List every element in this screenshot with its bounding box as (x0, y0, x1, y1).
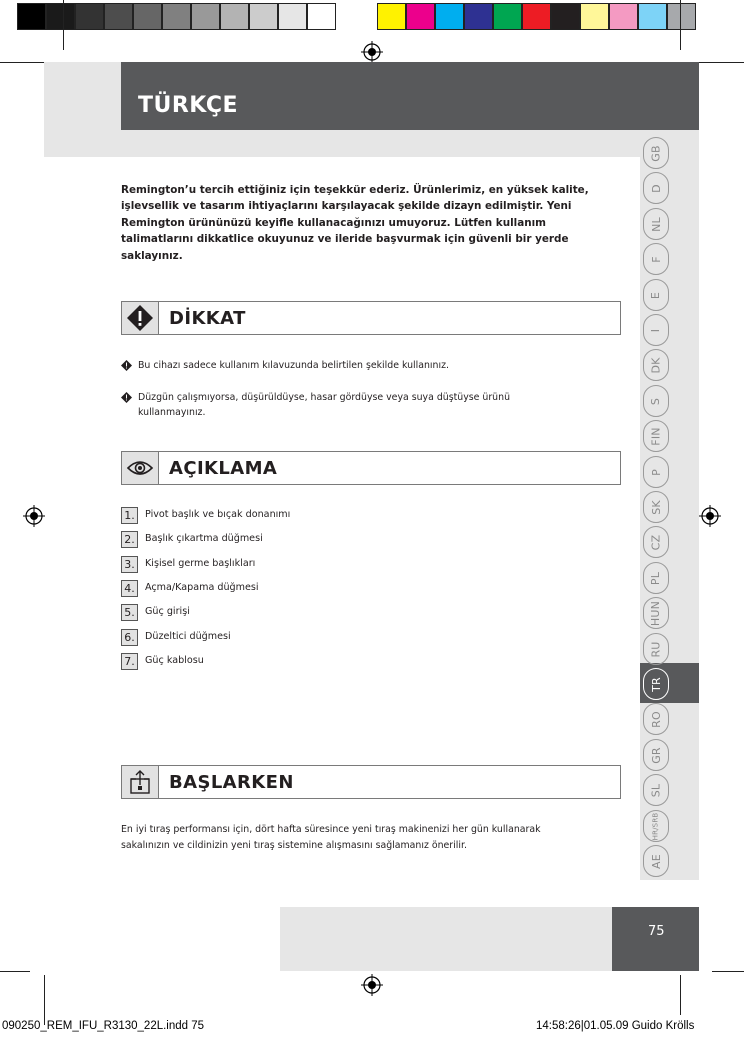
grey-swatch (17, 3, 46, 30)
part-number: 6. (121, 629, 138, 646)
language-tab-label: AE (649, 853, 663, 869)
crop-mark (712, 971, 744, 972)
box-icon (122, 766, 159, 798)
color-swatch (667, 3, 696, 30)
language-tab-sl[interactable] (643, 774, 669, 806)
part-number: 5. (121, 604, 138, 621)
eye-icon (122, 452, 159, 484)
language-tab-nl[interactable] (643, 208, 669, 240)
language-tab-s[interactable] (643, 385, 669, 417)
language-tab-d[interactable] (643, 172, 669, 204)
language-tab-label: F (649, 255, 663, 263)
caution-bullet-text: Düzgün çalışmıyorsa, düşürüldüyse, hasar gördüyse veya suya düştüyse ürünü kullanmayınız. (138, 392, 511, 418)
part-label: Kişisel germe başlıkları (145, 557, 256, 569)
grey-swatch (46, 3, 75, 30)
language-tab-ae[interactable] (643, 845, 669, 877)
language-tab-label: NL (649, 216, 663, 232)
time-slug: 14:58:26|01.05.09 Guido Krölls (536, 1020, 695, 1032)
grey-swatch (278, 3, 307, 30)
color-swatch (406, 3, 435, 30)
part-label: Güç kablosu (145, 654, 204, 666)
description-heading: AÇIKLAMA (169, 458, 278, 479)
description-section-heading (121, 451, 621, 485)
color-swatch (551, 3, 580, 30)
language-tab-label: RU (649, 640, 663, 658)
language-tab-fin[interactable] (643, 420, 669, 452)
registration-mark-icon (23, 505, 45, 527)
crop-mark (44, 975, 45, 1025)
crop-mark (680, 0, 681, 50)
getting-started-heading: BAŞLARKEN (169, 772, 294, 793)
language-tab-label: PL (649, 571, 663, 585)
language-tab-sk[interactable] (643, 491, 669, 523)
color-swatch (580, 3, 609, 30)
caution-heading: DİKKAT (169, 308, 246, 329)
warning-bullet-icon (121, 392, 132, 403)
color-swatch (609, 3, 638, 30)
language-tab-label: RO (649, 710, 663, 728)
page-number-band (612, 907, 699, 971)
language-tab-p[interactable] (643, 456, 669, 488)
language-tab-ro[interactable] (643, 703, 669, 735)
color-swatch (493, 3, 522, 30)
language-tab-tr[interactable] (643, 668, 669, 700)
part-number: 3. (121, 556, 138, 573)
color-swatch (435, 3, 464, 30)
language-tab-label: DK (649, 356, 663, 374)
part-number: 2. (121, 531, 138, 548)
language-tab-label: E (649, 291, 663, 299)
language-tab-label: HUN (649, 600, 663, 626)
registration-mark-icon (361, 974, 383, 996)
part-label: Başlık çıkartma düğmesi (145, 533, 263, 545)
grey-swatch (133, 3, 162, 30)
page-number: 75 (648, 924, 665, 939)
language-tab-label: GR (649, 746, 663, 764)
color-swatch (522, 3, 551, 30)
caution-section-heading (121, 301, 621, 335)
language-tab-label: GB (649, 144, 663, 162)
language-tab-label: SK (649, 499, 663, 515)
crop-mark (680, 975, 681, 1015)
part-label: Güç girişi (145, 606, 190, 618)
registration-mark-icon (361, 41, 383, 63)
registration-mark-icon (699, 505, 721, 527)
getting-started-text: En iyi tıraş performansı için, dört hafta süresince yeni tıraş makinenizi her gün kullanarak sakalınızın ve cildinizin yeni tıraş sistemine alışmasını sağlamanız önerilir. (121, 824, 541, 851)
language-tab-label: SL (649, 783, 663, 797)
language-tab-label: CZ (649, 534, 663, 550)
part-number: 4. (121, 580, 138, 597)
color-swatch (464, 3, 493, 30)
language-tab-ru[interactable] (643, 633, 669, 665)
grey-swatch (220, 3, 249, 30)
grey-swatch (104, 3, 133, 30)
language-tab-gr[interactable] (643, 739, 669, 771)
crop-mark (63, 0, 64, 50)
crop-mark (0, 62, 48, 63)
page-title: TÜRKÇE (138, 93, 239, 118)
language-tab-hun[interactable] (643, 597, 669, 629)
caution-bullet-text: Bu cihazı sadece kullanım kılavuzunda belirtilen şekilde kullanınız. (138, 360, 449, 371)
language-tab-gb[interactable] (643, 137, 669, 169)
warning-bullet-icon (121, 360, 132, 371)
language-tab-label: FIN (649, 426, 663, 446)
file-slug: 090250_REM_IFU_R3130_22L.indd 75 (2, 1020, 205, 1032)
language-tab-f[interactable] (643, 243, 669, 275)
language-tab-pl[interactable] (643, 562, 669, 594)
intro-paragraph: Remington’u tercih ettiğiniz için teşekkür ederiz. Ürünlerimiz, en yüksek kalite, işlevsellik ve tasarım ihtiyaçlarını karşılayacak şekilde dizayn edilmiştir. Yeni Remington ürününüzü keyifle kullanacağınızı umuyoruz. Lütfen kullanım talimatlarını dikkatlice okuyunuz ve ileride başvurmak için güvenli bir yerde saklayınız. (121, 184, 589, 262)
language-tab-cz[interactable] (643, 526, 669, 558)
crop-mark (0, 971, 30, 972)
crop-mark (696, 62, 744, 63)
grey-swatch (249, 3, 278, 30)
part-number: 7. (121, 653, 138, 670)
part-label: Düzeltici düğmesi (145, 630, 231, 642)
language-tab-label: P (649, 468, 663, 476)
grey-swatch (75, 3, 104, 30)
grey-swatch (307, 3, 336, 30)
grey-swatch (191, 3, 220, 30)
part-label: Pivot başlık ve bıçak donanımı (145, 509, 291, 520)
part-label: Açma/Kapama düğmesi (145, 581, 259, 593)
language-tab-e[interactable] (643, 279, 669, 311)
language-tab-hr-srb[interactable] (643, 810, 669, 842)
color-swatch (638, 3, 667, 30)
language-tab-label: TR (649, 676, 663, 692)
language-tab-label: D (649, 183, 663, 193)
language-tab-label: S (649, 397, 663, 405)
grey-swatch (162, 3, 191, 30)
getting-started-section-heading (121, 765, 621, 799)
language-tab-label: I (649, 328, 663, 332)
color-swatch (377, 3, 406, 30)
language-tab-label: HR/SRB (651, 812, 660, 840)
warning-icon (122, 302, 159, 334)
language-tab-dk[interactable] (643, 349, 669, 381)
language-tab-i[interactable] (643, 314, 669, 346)
part-number: 1. (121, 507, 138, 524)
